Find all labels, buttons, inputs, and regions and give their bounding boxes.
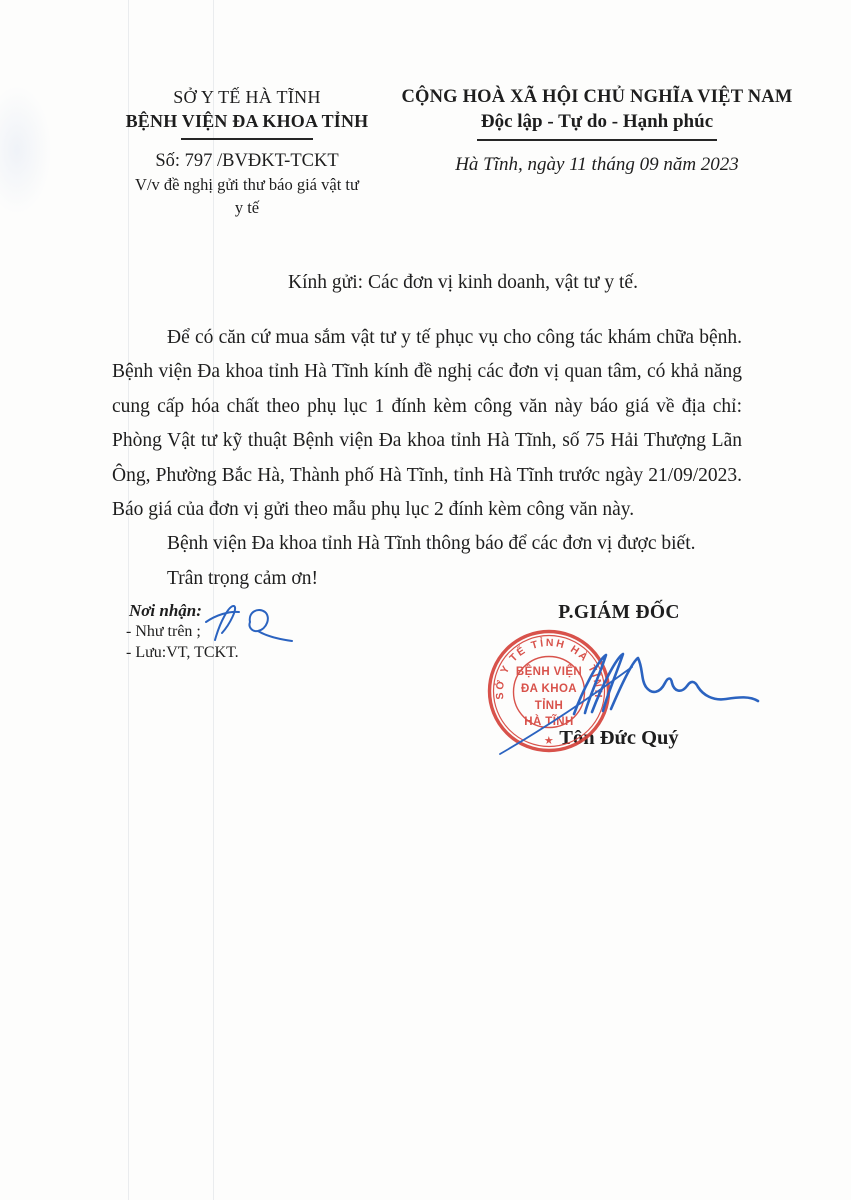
recipients-label: Nơi nhận: (129, 601, 202, 620)
national-title: CỘNG HOÀ XÃ HỘI CHỦ NGHĨA VIỆT NAM (401, 87, 793, 107)
svg-text:ĐA KHOA: ĐA KHOA (520, 683, 578, 695)
recipient-item: - Như trên ; (126, 623, 201, 640)
seal-ring-text: SỞ Y TẾ TỈNH HÀ TĨNH (493, 636, 605, 700)
body-paragraphs (112, 321, 742, 596)
handwritten-signature (478, 638, 778, 773)
place-date-line: Hà Tĩnh, ngày 11 tháng 09 năm 2023 (455, 154, 739, 175)
motto-underline (477, 139, 717, 141)
parent-org-name: SỞ Y TẾ HÀ TĨNH (173, 87, 321, 107)
signer-name: Tôn Đức Quý (559, 727, 679, 749)
document-subject-line2: y tế (234, 198, 260, 217)
initials-stroke (249, 610, 267, 631)
body-line: cung cấp hóa chất theo phụ lục 1 đính kèm công văn này báo giá về địa chỉ: (112, 395, 742, 417)
header-issuing-org (103, 87, 391, 218)
signature-stroke (574, 655, 606, 714)
body-line: Báo giá của đơn vị gửi theo mẫu phụ lục 2 đính kèm công văn này. (112, 498, 635, 520)
scan-smudge (0, 85, 52, 215)
salutation: Kính gửi: Các đơn vị kinh doanh, vật tư y tế. (288, 272, 638, 293)
document-number: Số: 797 /BVĐKT-TCKT (155, 151, 339, 171)
header-national (398, 87, 796, 176)
national-motto: Độc lập - Tự do - Hạnh phúc (480, 111, 714, 132)
body-line: Để có căn cứ mua sắm vật tư y tế phục vụ cho công tác khám chữa bệnh. (167, 327, 742, 348)
body-line: Phòng Vật tư kỹ thuật Bệnh viện Đa khoa tỉnh Hà Tĩnh, số 75 Hải Thượng Lãn (112, 430, 742, 452)
seal-star-icon: ★ (543, 735, 555, 747)
document-subject-line1: V/v đề nghị gửi thư báo giá vật tư (135, 175, 359, 194)
svg-text:BỆNH VIỆN: BỆNH VIỆN (515, 666, 583, 678)
body-line: Ông, Phường Bắc Hà, Thành phố Hà Tĩnh, tỉnh Hà Tĩnh trước ngày 21/09/2023. (112, 464, 742, 486)
org-name: BỆNH VIỆN ĐA KHOA TỈNH (125, 111, 369, 131)
signer-title: P.GIÁM ĐỐC (558, 602, 680, 623)
body-line: Trân trọng cảm ơn! (167, 567, 318, 589)
svg-text:TỈNH: TỈNH (534, 700, 564, 712)
letter-body (112, 272, 742, 596)
initials-stroke (258, 631, 292, 641)
body-line: Bệnh viện Đa khoa tỉnh Hà Tĩnh kính đề nghị các đơn vị quan tâm, có khả năng (112, 361, 742, 383)
body-line: Bệnh viện Đa khoa tỉnh Hà Tĩnh thông báo để các đơn vị được biết. (167, 533, 696, 555)
signature-stroke (611, 658, 758, 709)
org-underline (181, 138, 313, 140)
svg-text:HÀ TĨNH: HÀ TĨNH (524, 716, 574, 728)
recipient-item: - Lưu:VT, TCKT. (126, 644, 239, 661)
handwritten-initials (196, 596, 306, 651)
